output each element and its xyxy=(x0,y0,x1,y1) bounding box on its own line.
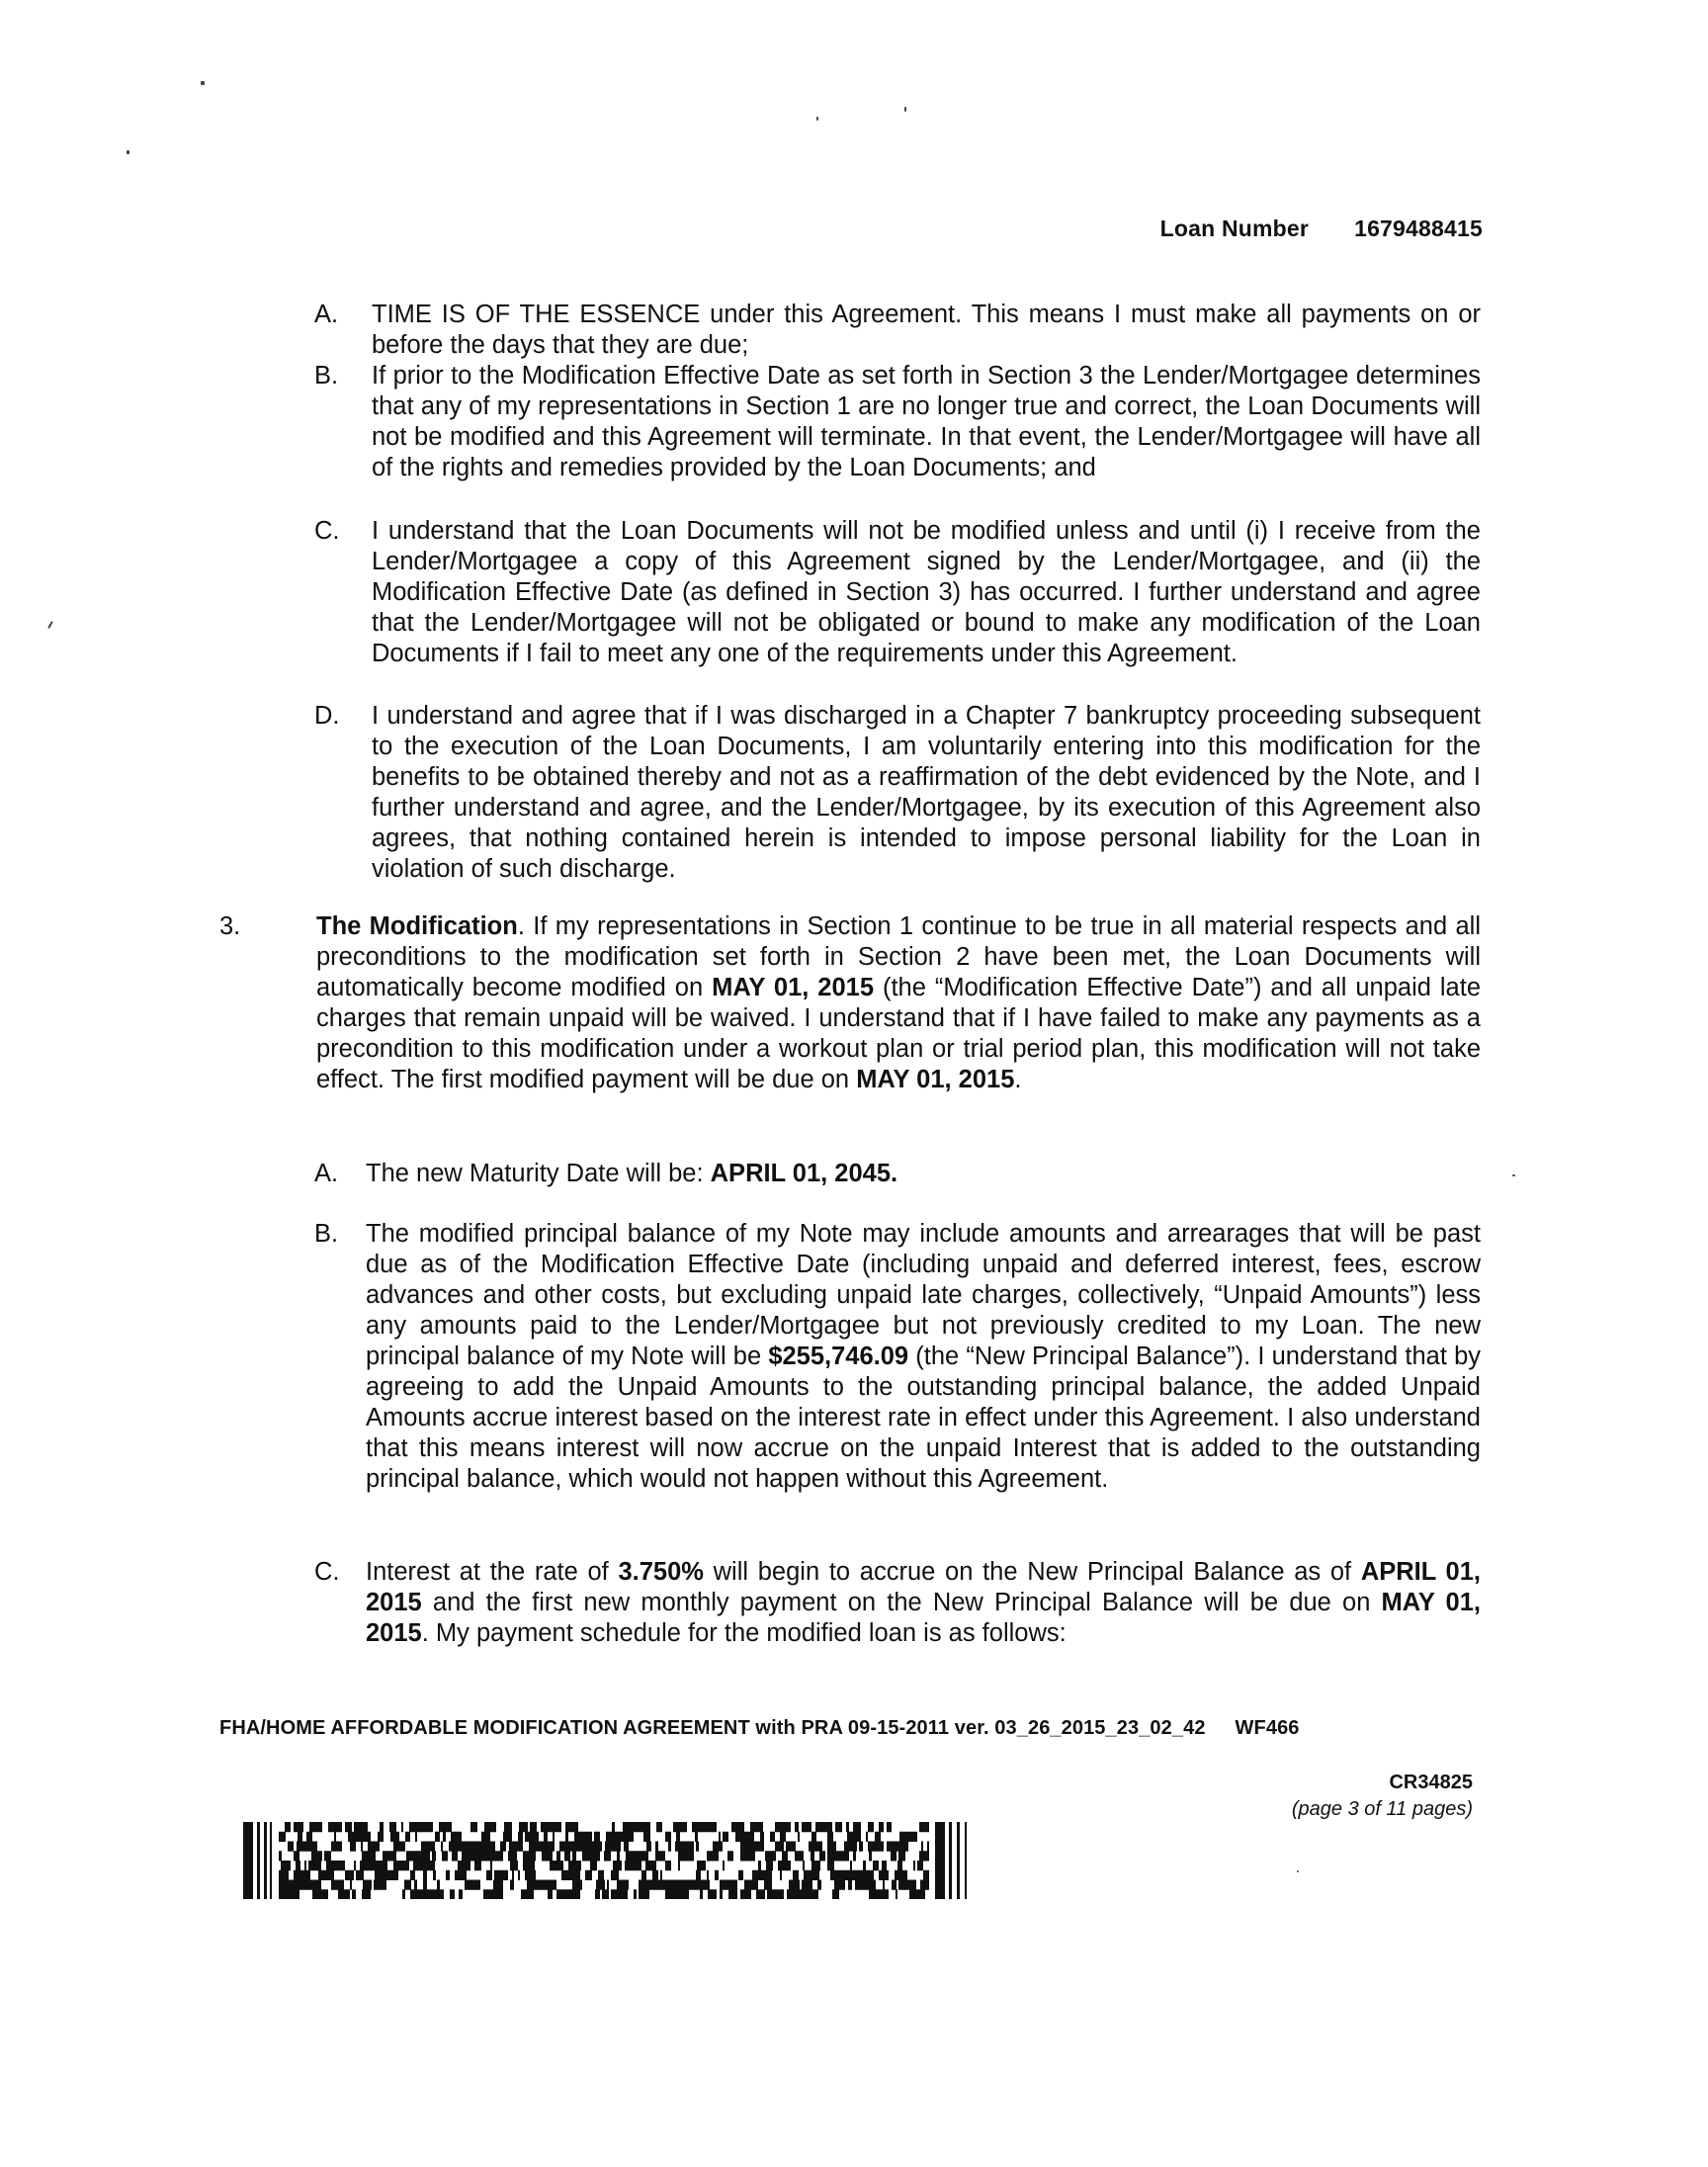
form-identifier xyxy=(219,1717,1300,1740)
section3-sub-a xyxy=(314,1159,1481,1189)
section-number: 3. xyxy=(219,912,241,940)
sub-label: C. xyxy=(314,1558,340,1586)
section2-item-d xyxy=(314,701,1481,885)
section3-sub-b xyxy=(314,1219,1481,1495)
item-label: D. xyxy=(314,702,340,730)
section2-item-b xyxy=(314,361,1481,483)
scan-speck xyxy=(904,107,906,112)
scan-speck xyxy=(47,621,53,629)
first-new-payment-date: MAY 01, 2015 xyxy=(366,1589,1481,1647)
page-footer-right xyxy=(1292,1770,1473,1823)
section-text: . If my representations in Section 1 continue to be true in all material respects and all preconditions to the modification set forth in Section 2 have been met, the Loan Documents will automatically become modified on xyxy=(316,912,1482,1001)
sub-text: Interest at the rate of xyxy=(366,1558,619,1586)
modification-effective-date: MAY 01, 2015 xyxy=(712,974,875,1001)
item-text: I understand that the Loan Documents will not be modified unless and until (i) I receive from the Lender/Mortgagee a copy of this Agreement signed by the Lender/Mortgagee, and (ii) the Modification Effective Date (as defined in Section 3) has occurred. I further understand and agree that the Lender/Mortgagee will not be obligated or bound to make any modification of the Loan Documents if I fail to meet any one of the requirements under this Agreement. xyxy=(372,517,1481,667)
first-payment-date: MAY 01, 2015 xyxy=(856,1066,1015,1093)
loan-number-label: Loan Number xyxy=(1159,216,1310,241)
form-title: FHA/HOME AFFORDABLE MODIFICATION AGREEMENT with PRA 09-15-2011 ver. 03_26_2015_23_02_42 xyxy=(219,1717,1206,1739)
sub-text: The new Maturity Date will be: xyxy=(366,1160,711,1187)
page-number: (page 3 of 11 pages) xyxy=(1291,1798,1473,1820)
form-code: WF466 xyxy=(1235,1717,1300,1739)
interest-accrual-date: APRIL 01, 2015 xyxy=(366,1558,1482,1616)
item-label: A. xyxy=(314,301,339,328)
loan-number-value: 1679488415 xyxy=(1354,216,1483,241)
item-label: C. xyxy=(314,517,340,545)
scan-speck xyxy=(816,117,818,121)
cr-code: CR34825 xyxy=(1389,1772,1473,1793)
sub-text: The modified principal balance of my Note may include amounts and arrearages that will be past due as of the Modification Effective Date (including unpaid and deferred interest, fees, escrow advances and other costs, but excluding unpaid late charges, collectively, “Unpaid Amounts”) less any amounts paid to the Lender/Mortgagee but not previously credited to my Loan. The new principal balance of my Note will be xyxy=(366,1220,1481,1370)
section2-item-a xyxy=(314,300,1481,361)
item-label: B. xyxy=(314,362,339,390)
sub-text: . My payment schedule for the modified loan is as follows: xyxy=(421,1619,1067,1647)
section-body xyxy=(316,911,1481,1095)
new-principal-amount: $255,746.09 xyxy=(768,1343,909,1370)
interest-rate: 3.750% xyxy=(618,1558,704,1586)
scan-speck xyxy=(127,150,129,154)
sub-label: B. xyxy=(314,1220,339,1248)
scan-speck xyxy=(1297,1870,1299,1872)
section3-sub-c xyxy=(314,1557,1481,1649)
section-heading: The Modification xyxy=(316,912,518,940)
sub-text: (the “New Principal Balance”). I understand that by agreeing to add the Unpaid Amounts to the outstanding principal balance, the added Unpaid Amounts accrue interest based on the interest rate in effect under this Agreement. I also understand that this means interest will now accrue on the unpaid Interest that is added to the outstanding principal balance, which would not happen without this Agreement. xyxy=(366,1343,1481,1493)
item-text: If prior to the Modification Effective Date as set forth in Section 3 the Lender/Mortgagee determines that any of my representations in Section 1 are no longer true and correct, the Loan Documents will not be modified and this Agreement will terminate. In that event, the Lender/Mortgagee will have all of the rights and remedies provided by the Loan Documents; and xyxy=(372,362,1481,481)
loan-number-header xyxy=(1160,216,1483,242)
sub-text: will begin to accrue on the New Principal Balance as of xyxy=(703,1558,1361,1586)
barcode-image xyxy=(243,1822,1022,1899)
section-text: (the “Modification Effective Date”) and all unpaid late charges that remain unpaid will be waived. I understand that if I have failed to make any payments as a precondition to this modification under a workout plan or trial period plan, this modification will not take effect. The first modified payment will be due on xyxy=(316,974,1482,1093)
section-text: . xyxy=(1014,1066,1022,1093)
section2-item-c xyxy=(314,516,1481,669)
item-text: TIME IS OF THE ESSENCE under this Agreement. This means I must make all payments on or before the days that they are due; xyxy=(372,301,1481,359)
maturity-date: APRIL 01, 2045. xyxy=(710,1160,898,1187)
item-text: I understand and agree that if I was discharged in a Chapter 7 bankruptcy proceeding subsequent to the execution of the Loan Documents, I am voluntarily entering into this modification for the benefits to be obtained thereby and not as a reaffirmation of the debt evidenced by the Note, and I further understand and agree, and the Lender/Mortgagee, by its execution of this Agreement also agrees, that nothing contained herein is intended to impose personal liability for the Loan in violation of such discharge. xyxy=(372,702,1481,883)
scan-speck xyxy=(1512,1174,1515,1176)
section3-paragraph xyxy=(219,911,1481,1095)
sub-text: and the first new monthly payment on the New Principal Balance will be due on xyxy=(421,1589,1382,1616)
sub-label: A. xyxy=(314,1160,339,1187)
scan-speck xyxy=(201,81,205,85)
